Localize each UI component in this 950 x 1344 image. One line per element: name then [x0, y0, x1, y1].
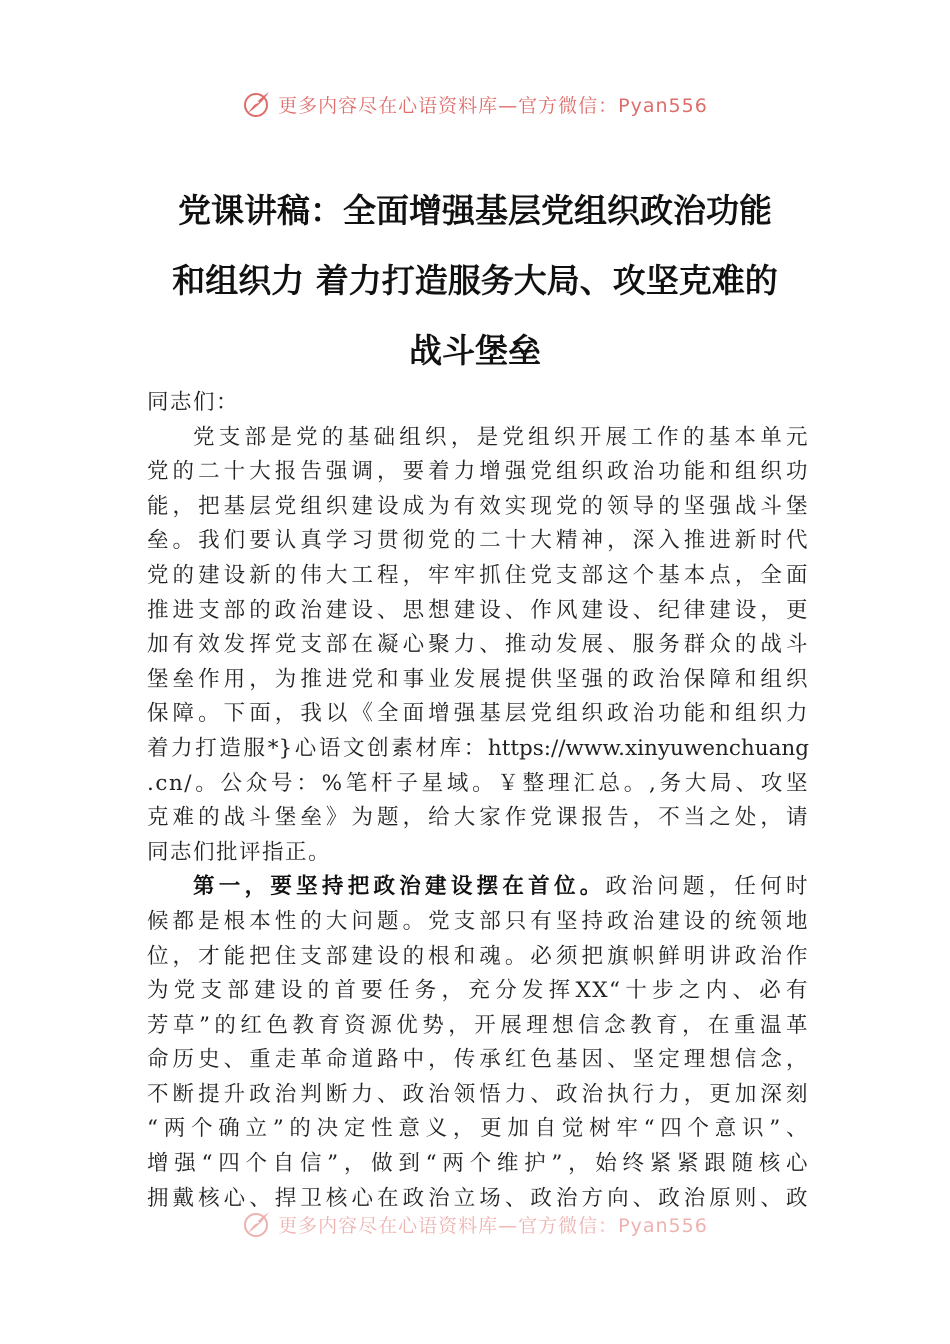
header-watermark-text: 更多内容尽在心语资料库—官方微信：Pyan556 — [278, 94, 708, 117]
section-line: 不断提升政治判断力、政治领悟力、政治执行力，更加深刻 — [147, 1081, 809, 1107]
quill-logo-icon — [242, 1209, 272, 1239]
paragraph-line: 保障。下面，我以《全面增强基层党组织政治功能和组织力 — [147, 701, 809, 727]
header-watermark — [0, 84, 950, 124]
footer-watermark — [0, 1204, 950, 1244]
paragraph-line: 加有效发挥党支部在凝心聚力、推动发展、服务群众的战斗 — [147, 632, 809, 658]
section-line: 拥戴核心、捍卫核心在政治立场、政治方向、政治原则、政 — [147, 1185, 809, 1211]
section-line: 为党支部建设的首要任务，充分发挥XX“十步之内、必有 — [147, 978, 809, 1004]
title-line-1: 党课讲稿：全面增强基层党组织政治功能 — [178, 191, 772, 230]
section-line: 增强“四个自信”，做到“两个维护”，始终紧紧跟随核心 — [147, 1151, 809, 1177]
paragraph-line: 堡垒作用，为推进党和事业发展提供坚强的政治保障和组织 — [147, 666, 809, 692]
section-1-first-line — [147, 870, 809, 905]
paragraph-line: 推进支部的政治建设、思想建设、作风建设、纪律建设，更 — [147, 597, 809, 623]
paragraph-line: 克难的战斗堡垒》为题，给大家作党课报告，不当之处，请 — [147, 805, 809, 831]
paragraph-line: 党的建设新的伟大工程，牢牢抓住党支部这个基本点，全面 — [147, 562, 809, 588]
section-line: 芳草”的红色教育资源优势，开展理想信念教育，在重温革 — [147, 1012, 809, 1038]
document-title — [130, 176, 820, 386]
paragraph-line: 垒。我们要认真学习贯彻党的二十大精神，深入推进新时代 — [147, 528, 809, 554]
paragraph-line: 同志们批评指正。 — [147, 839, 332, 865]
quill-logo-icon — [242, 89, 272, 119]
document-body — [147, 386, 809, 1216]
section-line: 候都是根本性的大问题。党支部只有坚持政治建设的统领地 — [147, 908, 809, 934]
paragraph-line: 能，把基层党组织建设成为有效实现党的领导的坚强战斗堡 — [147, 493, 809, 519]
salutation: 同志们： — [147, 390, 240, 415]
title-line-3: 战斗堡垒 — [409, 331, 541, 370]
paragraph-line: 党的二十大报告强调，要着力增强党组织政治功能和组织功 — [147, 459, 809, 485]
section-1-first-line-rest: 政治问题，任何时 — [605, 874, 809, 900]
title-line-2: 和组织力 着力打造服务大局、攻坚克难的 — [172, 261, 778, 300]
section-line: 命历史、重走革命道路中，传承红色基因、坚定理想信念， — [147, 1047, 809, 1073]
section-1-heading: 第一，要坚持把政治建设摆在首位。 — [193, 874, 606, 900]
paragraph-line: 着力打造服*}心语文创素材库：https://www.xinyuwenchuang — [147, 735, 809, 761]
paragraph-line: .cn/。公众号：%笔杆子星域。￥整理汇总。,务大局、攻坚 — [147, 770, 809, 796]
section-line: “两个确立”的决定性意义，更加自觉树牢“四个意识”、 — [147, 1116, 809, 1142]
paragraph-line: 党支部是党的基础组织，是党组织开展工作的基本单元 — [193, 424, 809, 450]
section-line: 位，才能把住支部建设的根和魂。必须把旗帜鲜明讲政治作 — [147, 943, 809, 969]
footer-watermark-text: 更多内容尽在心语资料库—官方微信：Pyan556 — [278, 1214, 708, 1237]
